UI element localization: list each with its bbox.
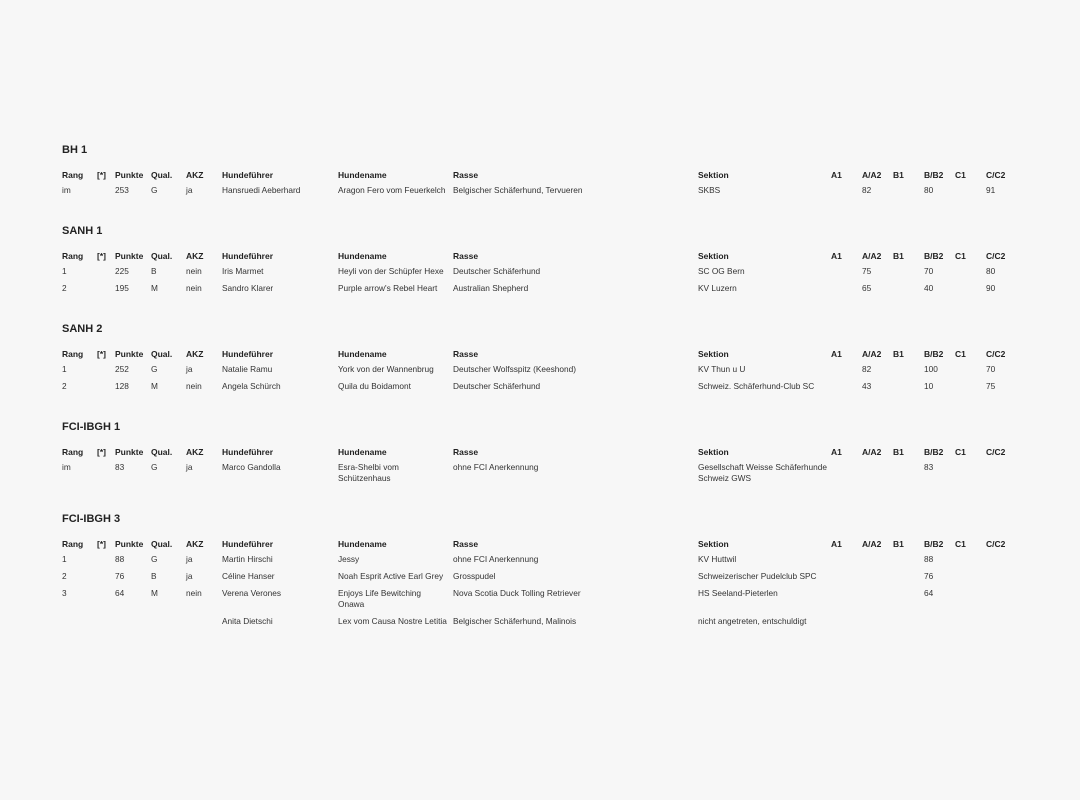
column-header-b-b2: B/B2 <box>924 539 944 549</box>
column-header-c1: C1 <box>955 349 966 359</box>
cell-c-c2: 90 <box>986 283 996 293</box>
cell-punkte: 252 <box>115 364 129 374</box>
cell-a-a2 <box>862 554 893 571</box>
column-header-hundefuehrer: Hundeführer <box>222 447 273 457</box>
cell-b-b2: 70 <box>924 266 934 276</box>
cell-c-c2: 91 <box>986 185 996 195</box>
column-header-b-b2: B/B2 <box>924 170 944 180</box>
column-header-hundename: Hundename <box>338 539 387 549</box>
cell-c-c2 <box>986 462 1022 490</box>
cell-b1 <box>893 588 924 616</box>
cell-punkte: 88 <box>115 554 125 564</box>
cell-b1 <box>893 266 924 283</box>
column-header-qualifikation: Qual. <box>151 447 173 457</box>
cell-rang: im <box>62 185 71 195</box>
column-header-qualifikation: Qual. <box>151 539 173 549</box>
column-header-rasse: Rasse <box>453 349 479 359</box>
cell-akz: ja <box>186 364 193 374</box>
cell-punkte <box>115 616 151 633</box>
cell-hundefuehrer: Marco Gandolla <box>222 462 281 472</box>
column-header-marker: [*] <box>97 251 106 261</box>
result-section <box>62 420 1022 490</box>
cell-b-b2: 83 <box>924 462 934 472</box>
column-header-a1: A1 <box>831 349 842 359</box>
results-document <box>62 143 1022 655</box>
cell-b1 <box>893 381 924 398</box>
column-header-rang: Rang <box>62 539 84 549</box>
cell-c-c2 <box>986 616 1022 633</box>
column-header-c-c2: C/C2 <box>986 447 1006 457</box>
cell-c1 <box>955 616 986 633</box>
cell-a1 <box>831 616 862 633</box>
cell-akz: nein <box>186 381 202 391</box>
cell-a1 <box>831 364 862 381</box>
column-header-b1: B1 <box>893 349 904 359</box>
cell-a1 <box>831 283 862 300</box>
cell-akz: nein <box>186 283 202 293</box>
section-title: FCI-IBGH 1 <box>62 421 121 433</box>
table-header-row <box>62 250 1022 266</box>
column-header-a1: A1 <box>831 539 842 549</box>
cell-hundename: Quila du Boidamont <box>338 381 411 391</box>
cell-hundefuehrer: Anita Dietschi <box>222 616 273 626</box>
table-row <box>62 364 1022 381</box>
cell-marker <box>97 364 115 381</box>
cell-b-b2 <box>924 616 955 633</box>
column-header-c1: C1 <box>955 447 966 457</box>
column-header-b-b2: B/B2 <box>924 447 944 457</box>
column-header-sektion: Sektion <box>698 251 729 261</box>
cell-rang: 2 <box>62 283 67 293</box>
column-header-akz: AKZ <box>186 251 204 261</box>
column-header-akz: AKZ <box>186 539 204 549</box>
cell-b1 <box>893 616 924 633</box>
cell-qualifikation: G <box>151 364 158 374</box>
cell-qualifikation: M <box>151 588 158 598</box>
column-header-rang: Rang <box>62 170 84 180</box>
cell-punkte: 128 <box>115 381 129 391</box>
cell-hundename: Noah Esprit Active Earl Grey <box>338 571 444 581</box>
column-header-c-c2: C/C2 <box>986 539 1006 549</box>
results-table <box>62 250 1022 300</box>
cell-sektion: KV Thun u U <box>698 364 746 374</box>
column-header-sektion: Sektion <box>698 349 729 359</box>
cell-hundename: Aragon Fero vom Feuerkelch <box>338 185 446 195</box>
cell-c-c2 <box>986 571 1022 588</box>
column-header-sektion: Sektion <box>698 539 729 549</box>
column-header-hundename: Hundename <box>338 349 387 359</box>
column-header-qualifikation: Qual. <box>151 170 173 180</box>
result-section <box>62 322 1022 398</box>
cell-rasse: Australian Shepherd <box>453 283 529 293</box>
cell-sektion: Schweizerischer Pudelclub SPC <box>698 571 817 581</box>
cell-qualifikation: M <box>151 381 158 391</box>
result-section <box>62 512 1022 633</box>
column-header-sektion: Sektion <box>698 170 729 180</box>
cell-punkte: 195 <box>115 283 129 293</box>
cell-hundefuehrer: Natalie Ramu <box>222 364 273 374</box>
column-header-b1: B1 <box>893 539 904 549</box>
cell-b-b2: 100 <box>924 364 938 374</box>
cell-akz <box>186 616 222 633</box>
column-header-hundename: Hundename <box>338 251 387 261</box>
cell-a1 <box>831 381 862 398</box>
column-header-b1: B1 <box>893 170 904 180</box>
column-header-hundefuehrer: Hundeführer <box>222 349 273 359</box>
cell-marker <box>97 283 115 300</box>
cell-rasse: ohne FCI Anerkennung <box>453 462 539 472</box>
cell-a1 <box>831 571 862 588</box>
results-table <box>62 169 1022 202</box>
cell-sektion: Gesellschaft Weisse Schäferhunde Schweiz GWS <box>698 462 827 483</box>
column-header-sektion: Sektion <box>698 447 729 457</box>
column-header-punkte: Punkte <box>115 539 144 549</box>
table-header-row <box>62 538 1022 554</box>
column-header-punkte: Punkte <box>115 447 144 457</box>
cell-c-c2 <box>986 588 1022 616</box>
cell-hundename: Heyli von der Schüpfer Hexe <box>338 266 444 276</box>
cell-a1 <box>831 185 862 202</box>
table-row <box>62 462 1022 490</box>
table-row <box>62 554 1022 571</box>
cell-rasse: Belgischer Schäferhund, Tervueren <box>453 185 583 195</box>
table-header-row <box>62 446 1022 462</box>
column-header-a-a2: A/A2 <box>862 251 882 261</box>
cell-punkte: 253 <box>115 185 129 195</box>
column-header-c1: C1 <box>955 170 966 180</box>
cell-c1 <box>955 462 986 490</box>
section-title: SANH 1 <box>62 225 103 237</box>
cell-hundefuehrer: Iris Marmet <box>222 266 264 276</box>
cell-b-b2: 40 <box>924 283 934 293</box>
column-header-hundename: Hundename <box>338 170 387 180</box>
cell-rang: 1 <box>62 554 67 564</box>
cell-rang: 3 <box>62 588 67 598</box>
cell-a-a2: 75 <box>862 266 872 276</box>
cell-punkte: 83 <box>115 462 125 472</box>
cell-sektion: SKBS <box>698 185 721 195</box>
cell-c1 <box>955 588 986 616</box>
column-header-akz: AKZ <box>186 170 204 180</box>
column-header-hundename: Hundename <box>338 447 387 457</box>
table-header-row <box>62 348 1022 364</box>
cell-marker <box>97 571 115 588</box>
column-header-rang: Rang <box>62 447 84 457</box>
cell-b1 <box>893 462 924 490</box>
cell-b-b2: 88 <box>924 554 934 564</box>
cell-a-a2: 65 <box>862 283 872 293</box>
column-header-marker: [*] <box>97 170 106 180</box>
cell-akz: ja <box>186 185 193 195</box>
cell-rang: 2 <box>62 381 67 391</box>
cell-c1 <box>955 381 986 398</box>
column-header-akz: AKZ <box>186 447 204 457</box>
table-row <box>62 588 1022 616</box>
cell-rasse: Belgischer Schäferhund, Malinois <box>453 616 577 626</box>
cell-hundename: Esra-Shelbi vom Schützenhaus <box>338 462 399 483</box>
cell-qualifikation <box>151 616 186 633</box>
column-header-c-c2: C/C2 <box>986 170 1006 180</box>
column-header-punkte: Punkte <box>115 251 144 261</box>
column-header-b-b2: B/B2 <box>924 349 944 359</box>
column-header-rasse: Rasse <box>453 170 479 180</box>
cell-rang: 1 <box>62 364 67 374</box>
column-header-punkte: Punkte <box>115 170 144 180</box>
column-header-rasse: Rasse <box>453 447 479 457</box>
cell-sektion: KV Huttwil <box>698 554 737 564</box>
column-header-a1: A1 <box>831 251 842 261</box>
cell-b-b2: 64 <box>924 588 934 598</box>
cell-b1 <box>893 364 924 381</box>
table-row <box>62 381 1022 398</box>
cell-a-a2: 82 <box>862 364 872 374</box>
cell-rang <box>62 616 97 633</box>
cell-a-a2: 82 <box>862 185 872 195</box>
cell-a1 <box>831 588 862 616</box>
cell-sektion: HS Seeland-Pieterlen <box>698 588 778 598</box>
cell-hundefuehrer: Céline Hanser <box>222 571 275 581</box>
cell-hundename: Purple arrow's Rebel Heart <box>338 283 438 293</box>
section-title: FCI-IBGH 3 <box>62 513 121 525</box>
cell-a-a2 <box>862 588 893 616</box>
column-header-rasse: Rasse <box>453 539 479 549</box>
cell-c1 <box>955 571 986 588</box>
section-title: SANH 2 <box>62 323 103 335</box>
cell-c1 <box>955 283 986 300</box>
result-section <box>62 143 1022 202</box>
cell-a1 <box>831 462 862 490</box>
cell-rasse: ohne FCI Anerkennung <box>453 554 539 564</box>
table-row <box>62 185 1022 202</box>
column-header-qualifikation: Qual. <box>151 349 173 359</box>
column-header-marker: [*] <box>97 349 106 359</box>
cell-sektion: Schweiz. Schäferhund-Club SC <box>698 381 815 391</box>
cell-sektion: KV Luzern <box>698 283 737 293</box>
cell-hundename: Enjoys Life Bewitching Onawa <box>338 588 422 609</box>
cell-b1 <box>893 185 924 202</box>
column-header-rasse: Rasse <box>453 251 479 261</box>
results-table <box>62 446 1022 490</box>
cell-punkte: 225 <box>115 266 129 276</box>
column-header-marker: [*] <box>97 539 106 549</box>
cell-qualifikation: B <box>151 571 157 581</box>
cell-qualifikation: B <box>151 266 157 276</box>
cell-rang: im <box>62 462 71 472</box>
cell-c1 <box>955 364 986 381</box>
cell-rasse: Nova Scotia Duck Tolling Retriever <box>453 588 581 598</box>
cell-rang: 2 <box>62 571 67 581</box>
cell-punkte: 64 <box>115 588 125 598</box>
table-header-row <box>62 169 1022 185</box>
column-header-marker: [*] <box>97 447 106 457</box>
cell-c-c2: 70 <box>986 364 996 374</box>
column-header-hundefuehrer: Hundeführer <box>222 251 273 261</box>
cell-c1 <box>955 266 986 283</box>
column-header-c1: C1 <box>955 251 966 261</box>
cell-b-b2: 10 <box>924 381 934 391</box>
cell-b-b2: 80 <box>924 185 934 195</box>
result-section <box>62 224 1022 300</box>
cell-marker <box>97 381 115 398</box>
table-row <box>62 571 1022 588</box>
column-header-b1: B1 <box>893 447 904 457</box>
cell-c-c2: 75 <box>986 381 996 391</box>
column-header-c-c2: C/C2 <box>986 251 1006 261</box>
cell-hundefuehrer: Hansruedi Aeberhard <box>222 185 301 195</box>
cell-b1 <box>893 554 924 571</box>
section-title: BH 1 <box>62 144 88 156</box>
cell-qualifikation: M <box>151 283 158 293</box>
column-header-a-a2: A/A2 <box>862 539 882 549</box>
cell-qualifikation: G <box>151 462 158 472</box>
cell-rang: 1 <box>62 266 67 276</box>
cell-hundefuehrer: Verena Verones <box>222 588 282 598</box>
cell-marker <box>97 554 115 571</box>
cell-sektion: SC OG Bern <box>698 266 745 276</box>
cell-qualifikation: G <box>151 554 158 564</box>
cell-a-a2 <box>862 462 893 490</box>
column-header-hundefuehrer: Hundeführer <box>222 539 273 549</box>
cell-hundename: York von der Wannenbrug <box>338 364 434 374</box>
column-header-punkte: Punkte <box>115 349 144 359</box>
column-header-hundefuehrer: Hundeführer <box>222 170 273 180</box>
table-row <box>62 283 1022 300</box>
cell-a-a2 <box>862 616 893 633</box>
cell-akz: ja <box>186 571 193 581</box>
cell-sektion: nicht angetreten, entschuldigt <box>698 616 807 626</box>
column-header-rang: Rang <box>62 251 84 261</box>
column-header-akz: AKZ <box>186 349 204 359</box>
table-row <box>62 266 1022 283</box>
cell-hundename: Lex vom Causa Nostre Letitia <box>338 616 447 626</box>
results-table <box>62 348 1022 398</box>
cell-c1 <box>955 554 986 571</box>
cell-marker <box>97 462 115 490</box>
cell-akz: ja <box>186 462 193 472</box>
cell-qualifikation: G <box>151 185 158 195</box>
cell-a-a2 <box>862 571 893 588</box>
cell-a1 <box>831 266 862 283</box>
table-row <box>62 616 1022 633</box>
cell-akz: nein <box>186 588 202 598</box>
cell-hundename: Jessy <box>338 554 360 564</box>
cell-punkte: 76 <box>115 571 125 581</box>
cell-rasse: Deutscher Schäferhund <box>453 381 541 391</box>
cell-b-b2: 76 <box>924 571 934 581</box>
cell-rasse: Grosspudel <box>453 571 496 581</box>
column-header-a1: A1 <box>831 447 842 457</box>
cell-rasse: Deutscher Wolfsspitz (Keeshond) <box>453 364 576 374</box>
cell-akz: ja <box>186 554 193 564</box>
cell-marker <box>97 616 115 633</box>
cell-b1 <box>893 283 924 300</box>
column-header-a-a2: A/A2 <box>862 349 882 359</box>
cell-c1 <box>955 185 986 202</box>
cell-c-c2 <box>986 554 1022 571</box>
column-header-b-b2: B/B2 <box>924 251 944 261</box>
cell-hundefuehrer: Angela Schürch <box>222 381 281 391</box>
cell-c-c2: 80 <box>986 266 996 276</box>
column-header-b1: B1 <box>893 251 904 261</box>
cell-a-a2: 43 <box>862 381 872 391</box>
cell-rasse: Deutscher Schäferhund <box>453 266 541 276</box>
cell-akz: nein <box>186 266 202 276</box>
column-header-a-a2: A/A2 <box>862 447 882 457</box>
cell-marker <box>97 266 115 283</box>
cell-marker <box>97 588 115 616</box>
column-header-a1: A1 <box>831 170 842 180</box>
cell-hundefuehrer: Sandro Klarer <box>222 283 274 293</box>
column-header-qualifikation: Qual. <box>151 251 173 261</box>
cell-a1 <box>831 554 862 571</box>
cell-hundefuehrer: Martin Hirschi <box>222 554 273 564</box>
column-header-a-a2: A/A2 <box>862 170 882 180</box>
column-header-rang: Rang <box>62 349 84 359</box>
cell-marker <box>97 185 115 202</box>
cell-b1 <box>893 571 924 588</box>
column-header-c1: C1 <box>955 539 966 549</box>
column-header-c-c2: C/C2 <box>986 349 1006 359</box>
results-table <box>62 538 1022 633</box>
